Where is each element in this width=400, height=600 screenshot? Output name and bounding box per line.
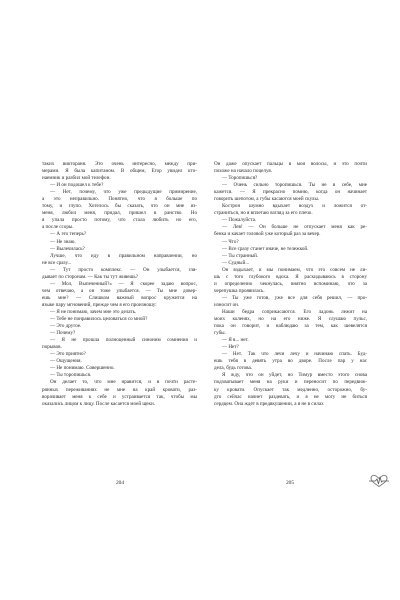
- right-page-line: похоже на начало поцелуя.: [214, 168, 273, 175]
- heart-pulse-icon: [369, 474, 389, 488]
- right-page-line: — Все сразу станет иначе, не тележкой.: [222, 245, 309, 252]
- right-page-line: пока он говорит, и наблюдаю за тем, как шевелятся: [214, 323, 367, 330]
- right-page-line: губы.: [214, 330, 226, 337]
- right-page-number: 205: [285, 480, 295, 486]
- right-page-line: Наши бедра соприкасаются. Его ладонь лежит на: [222, 308, 367, 315]
- right-page-line: Он даже опускает пальцы в мои волосы, и это почти: [214, 161, 367, 167]
- left-page-line: — Я не прошла полноценный синоним сомнения и: [50, 337, 197, 344]
- left-page-line: чем отвечаю, а он тоже улыбается. — Ты мне довер-: [42, 287, 197, 294]
- left-page-line: дывает по сторонам. — Как ты тут живешь?: [42, 273, 138, 280]
- left-page-line: не все сразу...: [42, 259, 72, 266]
- right-page-line: Он вздыхает, и мы понимаем, что это совсем не ли-: [222, 266, 367, 273]
- left-page-line: порывов.: [42, 344, 62, 351]
- right-page-line: ку кровати. Опускает так медленно, осторожно, бу-: [214, 386, 367, 393]
- left-page-number: 204: [115, 480, 125, 486]
- left-page-line: а это неправильно. Понятно, что я больше по: [42, 196, 197, 203]
- right-page-line: — Нет?: [222, 344, 239, 351]
- right-page-line: дела, будь готова.: [214, 365, 253, 372]
- left-page-line: меня, любил меня, придал, пришел в ранство. Но: [42, 210, 197, 217]
- right-page-line: — Торопишься?: [222, 175, 258, 182]
- right-page-line: Я жду, что он уйдет, но Тимур вместо этого снова: [222, 372, 367, 379]
- left-page-line: — Тебе не понравилось целоваться со мной?: [50, 316, 148, 323]
- left-page-line: — Не понимаю. Совершенно.: [50, 365, 115, 372]
- right-page-line: черепушка проявилась.: [214, 287, 265, 294]
- left-page: [42, 161, 197, 408]
- right-page-line: страниться, но я вплетаю взгляд за его плечо.: [214, 210, 313, 217]
- left-page-line: — Мол, Выпеченный?» — Я скорее задаю вопрос,: [50, 280, 197, 287]
- right-page-line: — Лев! — Он больше не отпускает меня как ре-: [222, 224, 367, 231]
- right-page-line: износит он.: [214, 301, 240, 308]
- left-page-line: — Ты торопишься.: [50, 372, 92, 379]
- right-page-line: кажется. — Я прекрасно помню, когда он начинает: [214, 189, 367, 196]
- left-page-line: — Не знаю.: [50, 238, 76, 245]
- right-page-line: — Я в... нет.: [222, 337, 249, 344]
- left-page-line: тому, и глупо. Хотелось бы сказать, что он мне из-: [42, 203, 197, 210]
- right-page-line: — Нет. Так что лечи лечу и начинаю спать. Буд-: [222, 351, 367, 358]
- right-page-line: — Ты странный.: [222, 252, 259, 259]
- right-page-line: и определенно чекнулась, внятно вспоминаю, что за: [214, 280, 367, 287]
- right-page: [214, 161, 367, 408]
- left-page-line: ворачивает меня к себе и устраивается так, чтобы мы: [42, 393, 197, 400]
- left-page-line: — Я не понимаю, зачем мне это делать.: [50, 308, 137, 315]
- right-page-line: — Что?: [222, 238, 239, 245]
- right-page-line: — Ты уже готов, уже все для себя решил, — про-: [222, 294, 367, 301]
- right-page-line: шь с того глубокого вдоха. Я раскидываюсь в сторону: [214, 273, 367, 280]
- right-page-line: — Пожалуйста.: [222, 217, 257, 224]
- left-page-line: — И он подошел к тебе?: [50, 182, 104, 189]
- left-page-line: Лучше, что иду в правильном направлении, но: [50, 252, 197, 259]
- left-page-line: — Почему?: [50, 330, 76, 337]
- right-page-line: подхватывает меня на руки и переносит по передвиж-: [214, 379, 367, 386]
- left-page-line: — А это теперь?: [50, 231, 87, 238]
- left-page-line: — Вылечилась?: [50, 245, 85, 252]
- right-page-line: ешь тебя в девять утра во дворе. После пар у нас: [214, 358, 367, 365]
- left-page-line: мерами. Я была капитаном. В общем, Егор увидел кто-: [42, 168, 197, 175]
- right-page-line: дто сейчас начнет раздевать, и я не могу не биться: [214, 393, 367, 400]
- right-page-line: бенка и качает головой уже который раз за вечер.: [214, 231, 321, 238]
- left-page-line: — Ощущения.: [50, 358, 82, 365]
- right-page-line: сердцем. Она ждет в предвкушении, а я не в силах: [214, 400, 324, 407]
- left-page-line: — Это приятно?: [50, 351, 86, 358]
- left-page-line: ешь мне? — Слишком важный вопрос кружится на: [42, 294, 197, 301]
- left-page-line: я упала просто потому, что стала любить но его,: [42, 217, 197, 224]
- left-page-line: Он делает то, что мне нравится, и в почти расте-: [50, 379, 197, 386]
- left-page-line: наемник и разбил мой телефон.: [42, 175, 111, 182]
- left-page-line: оказались лицом к лицу. После касается моей щеки.: [42, 400, 156, 407]
- right-page-line: Кострон шумно вдыхает воздух и ложится от-: [222, 203, 367, 210]
- left-page-line: таких виктора́ня. Это очень интересно, между при-: [42, 161, 197, 167]
- left-page-line: языке пару мгновений, прежде чем я его произношу:: [42, 301, 157, 308]
- left-page-line: — Тут просто комплекс. — Он улыбается, гля-: [50, 266, 197, 273]
- right-page-line: моих коленях, но на его ниже. Я слушаю пульс,: [214, 316, 367, 323]
- left-page-line: — Это другое.: [50, 323, 82, 330]
- left-page-line: рянных переживаниях не мне на край кровати, раз-: [42, 386, 197, 393]
- right-page-line: говорить шепотом, а губы касаются моей скулы.: [214, 196, 320, 203]
- right-page-line: — Очень сильно торопишься. Ты не в себе, мне: [222, 182, 367, 189]
- left-page-line: а после ссоры.: [42, 224, 74, 231]
- left-page-line: — Нет, почему, что уже предыдущие примирение,: [50, 189, 197, 196]
- right-page-line: — Судный...: [222, 259, 250, 266]
